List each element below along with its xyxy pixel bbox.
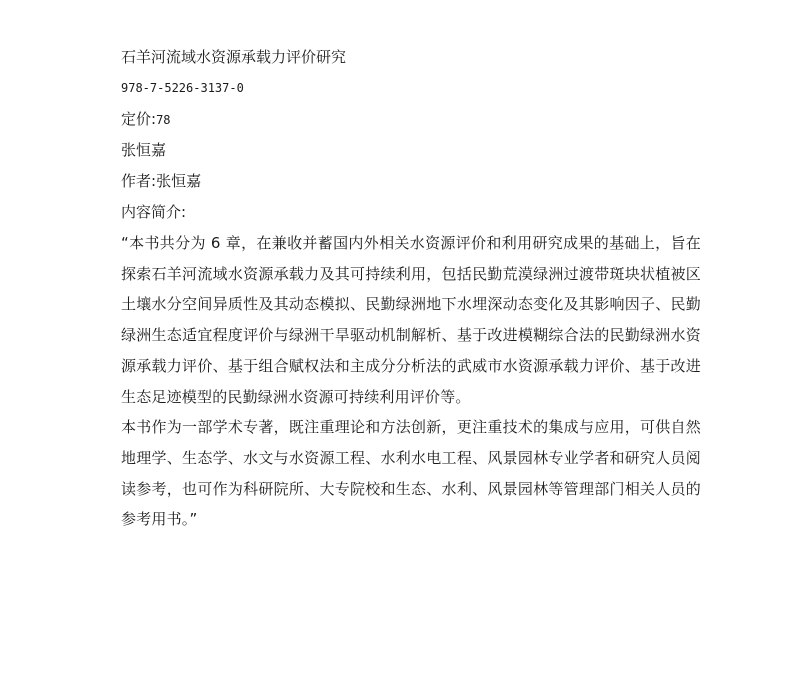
book-info (121, 42, 701, 535)
author-value: 张恒嘉 (156, 172, 202, 190)
book-author-name: 张恒嘉 (121, 141, 167, 159)
price-value: 78 (156, 113, 171, 127)
intro-paragraph: 本书作为一部学术专著，既注重理论和方法创新，更注重技术的集成与应用，可供自然地理学、生态学、水文与水资源工程、水利水电工程、风景园林专业学者和研究人员阅读参考，也可作为科研院所、大专院校和生态、水利、风景园林等管理部门相关人员的参考用书。” (121, 418, 701, 529)
intro-paragraph: “本书共分为 6 章，在兼收并蓄国内外相关水资源评价和利用研究成果的基础上，旨在探索石羊河流域水资源承载力及其可持续利用，包括民勤荒漠绿洲过渡带斑块状植被区土壤水分空间异质性及其动态模拟、民勤绿洲地下水埋深动态变化及其影响因子、民勤绿洲生态适宜程度评价与绿洲干旱驱动机制解析、基于改进模糊综合法的民勤绿洲水资源承载力评价、基于组合赋权法和主成分分析法的武威市水资源承载力评价、基于改进生态足迹模型的民勤绿洲水资源可持续利用评价等。 (121, 234, 701, 406)
book-author (121, 166, 701, 197)
intro-label: 内容简介: (121, 203, 187, 221)
price-label: 定价: (121, 110, 157, 128)
book-price (121, 104, 701, 135)
book-title: 石羊河流域水资源承载力评价研究 (121, 48, 347, 66)
author-label: 作者: (121, 172, 157, 190)
book-isbn: 978-7-5226-3137-0 (121, 81, 244, 95)
